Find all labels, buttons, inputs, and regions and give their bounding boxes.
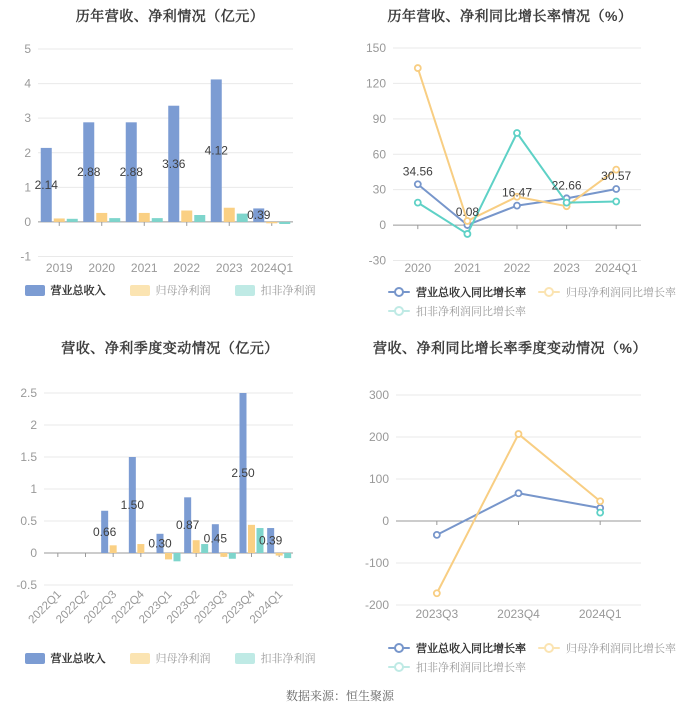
svg-text:-200: -200 xyxy=(364,598,389,612)
legend-line-marker-icon xyxy=(388,287,410,297)
legend-item-net-profit[interactable] xyxy=(130,282,211,298)
svg-text:0.66: 0.66 xyxy=(92,524,117,539)
svg-text:-100: -100 xyxy=(364,556,389,570)
svg-text:2022: 2022 xyxy=(503,261,531,275)
legend xyxy=(0,282,340,298)
svg-text:2022Q2: 2022Q2 xyxy=(54,588,92,627)
legend-item-label: 扣非净利润 xyxy=(260,285,316,297)
legend-item-label: 归母净利润 xyxy=(155,653,211,665)
svg-text:-30: -30 xyxy=(368,253,386,268)
annual-revenue-profit-chart xyxy=(0,0,340,298)
svg-text:0: 0 xyxy=(24,214,31,229)
svg-text:-0.5: -0.5 xyxy=(16,578,37,592)
svg-text:0.45: 0.45 xyxy=(203,531,228,546)
legend-item-label: 营业总收入 xyxy=(50,285,106,297)
chart-title: 历年营收、净利同比增长率情况（%） xyxy=(387,8,633,24)
legend-line-marker-icon xyxy=(388,643,410,653)
chart-title: 营收、净利季度变动情况（亿元） xyxy=(61,340,279,356)
legend-item-revenue-growth[interactable] xyxy=(388,640,526,656)
legend xyxy=(0,650,340,666)
svg-text:2.88: 2.88 xyxy=(77,165,101,180)
legend-item-revenue-growth[interactable] xyxy=(388,284,526,300)
svg-text:2: 2 xyxy=(24,145,31,160)
svg-text:2024Q1: 2024Q1 xyxy=(594,261,638,275)
svg-text:0.39: 0.39 xyxy=(258,533,283,548)
legend-item-revenue[interactable] xyxy=(25,650,106,666)
svg-text:2023Q4: 2023Q4 xyxy=(220,588,258,627)
svg-text:0: 0 xyxy=(382,514,389,528)
legend-row xyxy=(340,284,680,300)
legend-swatch-icon xyxy=(130,285,150,296)
legend-row xyxy=(0,650,340,666)
svg-text:2023: 2023 xyxy=(553,261,580,275)
svg-text:120: 120 xyxy=(365,76,386,91)
svg-text:1.5: 1.5 xyxy=(20,450,37,464)
svg-text:2023Q3: 2023Q3 xyxy=(192,588,230,627)
legend-item-label: 营业总收入同比增长率 xyxy=(416,643,526,655)
chart-title: 营收、净利同比增长率季度变动情况（%） xyxy=(373,340,647,356)
svg-text:2019: 2019 xyxy=(45,261,73,275)
legend-row xyxy=(340,303,680,319)
legend-swatch-icon xyxy=(25,653,45,664)
legend xyxy=(340,640,680,675)
legend-item-label: 扣非净利润同比增长率 xyxy=(416,306,526,318)
svg-text:300: 300 xyxy=(368,388,389,402)
quarterly-revenue-profit-plot xyxy=(0,360,340,648)
legend-row xyxy=(0,282,340,298)
svg-text:0.39: 0.39 xyxy=(247,208,271,223)
annual-growth-rate-chart xyxy=(340,0,680,319)
svg-text:2021: 2021 xyxy=(454,261,481,275)
svg-text:2024Q1: 2024Q1 xyxy=(247,588,286,627)
svg-text:3.36: 3.36 xyxy=(162,156,186,171)
svg-text:2023Q1: 2023Q1 xyxy=(137,588,175,627)
svg-text:150: 150 xyxy=(365,41,386,55)
legend-item-net-profit[interactable] xyxy=(130,650,211,666)
svg-text:2020: 2020 xyxy=(404,261,432,275)
svg-text:2021: 2021 xyxy=(130,261,158,275)
legend-item-deducted-net-profit[interactable] xyxy=(235,650,316,666)
legend-item-net-profit-growth[interactable] xyxy=(538,284,676,300)
legend-swatch-icon xyxy=(235,285,255,296)
svg-text:0.08: 0.08 xyxy=(455,204,480,219)
svg-text:2.5: 2.5 xyxy=(20,386,37,400)
legend-row xyxy=(340,640,680,656)
svg-text:2023Q2: 2023Q2 xyxy=(164,588,203,627)
legend-row xyxy=(340,659,680,675)
svg-text:30.57: 30.57 xyxy=(601,168,632,183)
annual-growth-rate-plot xyxy=(340,28,680,282)
legend-item-label: 营业总收入同比增长率 xyxy=(416,287,526,299)
quarterly-revenue-profit-chart xyxy=(0,332,340,666)
chart-title: 历年营收、净利情况（亿元） xyxy=(75,8,265,24)
svg-text:2023Q4: 2023Q4 xyxy=(497,607,540,621)
svg-text:1: 1 xyxy=(30,482,37,496)
legend-item-label: 归母净利润同比增长率 xyxy=(566,643,676,655)
data-source-note: 数据来源：恒生聚源 xyxy=(285,689,394,703)
svg-text:2022: 2022 xyxy=(173,261,201,275)
svg-text:1: 1 xyxy=(24,180,31,195)
svg-text:16.47: 16.47 xyxy=(501,185,533,200)
legend-item-deducted-net-profit[interactable] xyxy=(235,282,316,298)
annual-revenue-profit-plot xyxy=(0,28,340,280)
svg-text:0: 0 xyxy=(379,218,386,233)
svg-text:4: 4 xyxy=(24,76,31,91)
svg-text:2.88: 2.88 xyxy=(119,165,143,180)
svg-text:90: 90 xyxy=(372,111,386,126)
legend-item-label: 营业总收入 xyxy=(50,653,106,665)
svg-text:2023: 2023 xyxy=(215,261,243,275)
svg-text:2.50: 2.50 xyxy=(231,466,255,480)
legend-item-deducted-net-profit-growth[interactable] xyxy=(388,303,526,319)
legend-item-label: 归母净利润 xyxy=(155,285,211,297)
svg-text:-1: -1 xyxy=(20,249,31,264)
legend-swatch-icon xyxy=(25,285,45,296)
legend-item-net-profit-growth[interactable] xyxy=(538,640,676,656)
svg-text:4.12: 4.12 xyxy=(204,143,228,158)
legend-item-deducted-net-profit-growth[interactable] xyxy=(388,659,526,675)
svg-text:22.66: 22.66 xyxy=(551,178,582,193)
svg-text:0.5: 0.5 xyxy=(20,514,37,528)
legend xyxy=(340,284,680,319)
legend-swatch-icon xyxy=(235,653,255,664)
svg-text:34.56: 34.56 xyxy=(402,164,433,179)
svg-text:2022Q1: 2022Q1 xyxy=(26,588,64,627)
legend-item-revenue[interactable] xyxy=(25,282,106,298)
svg-text:5: 5 xyxy=(24,42,31,56)
svg-text:2022Q3: 2022Q3 xyxy=(81,588,120,627)
svg-text:0: 0 xyxy=(30,546,37,560)
legend-item-label: 归母净利润同比增长率 xyxy=(566,287,676,299)
svg-text:60: 60 xyxy=(372,147,386,162)
svg-text:3: 3 xyxy=(24,111,31,126)
svg-text:2.14: 2.14 xyxy=(34,177,58,192)
svg-text:2023Q3: 2023Q3 xyxy=(415,607,459,621)
svg-text:2024Q1: 2024Q1 xyxy=(250,261,294,275)
legend-line-marker-icon xyxy=(388,662,410,672)
legend-line-marker-icon xyxy=(388,306,410,316)
svg-text:1.50: 1.50 xyxy=(120,498,145,512)
svg-text:30: 30 xyxy=(372,182,386,197)
svg-text:100: 100 xyxy=(368,472,389,486)
svg-text:2022Q4: 2022Q4 xyxy=(109,588,147,627)
svg-text:2020: 2020 xyxy=(88,261,116,275)
quarterly-growth-rate-plot xyxy=(340,360,680,638)
legend-line-marker-icon xyxy=(538,643,560,653)
svg-text:0.87: 0.87 xyxy=(175,518,200,533)
svg-text:2024Q1: 2024Q1 xyxy=(578,607,622,621)
legend-line-marker-icon xyxy=(538,287,560,297)
svg-text:200: 200 xyxy=(368,430,389,444)
legend-swatch-icon xyxy=(130,653,150,664)
svg-text:0.30: 0.30 xyxy=(148,536,172,551)
legend-item-label: 扣非净利润同比增长率 xyxy=(416,662,526,674)
svg-text:2: 2 xyxy=(30,418,37,432)
quarterly-growth-rate-chart xyxy=(340,332,680,675)
legend-item-label: 扣非净利润 xyxy=(260,653,316,665)
